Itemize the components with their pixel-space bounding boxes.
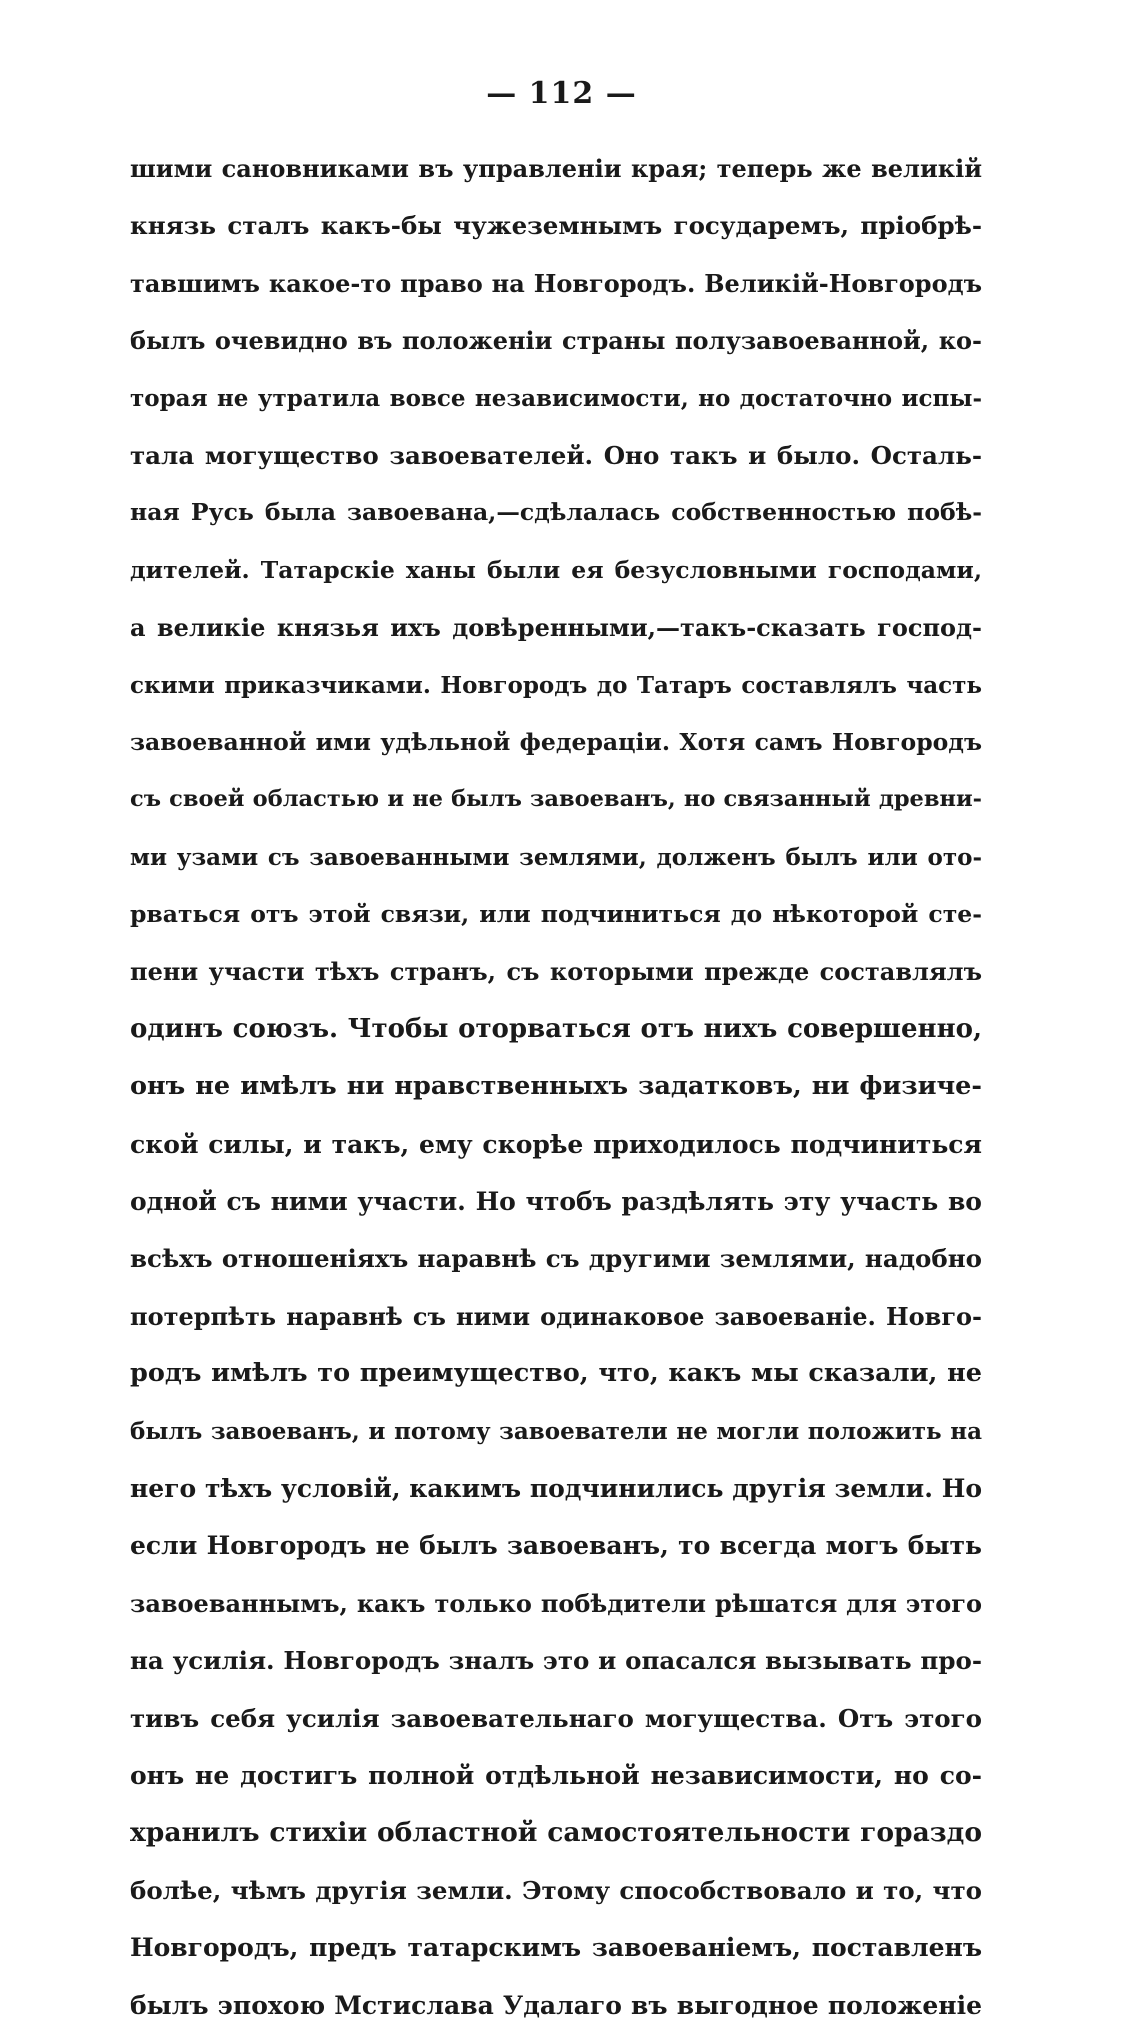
text-line: него тѣхъ условій, какимъ подчинились другія земли. Но bbox=[130, 1473, 982, 1503]
page-number: — 112 — bbox=[486, 76, 637, 111]
text-line: завоеванной ими удѣльной федераціи. Хотя самъ Новгородъ bbox=[130, 727, 982, 756]
text-line: потерпѣть наравнѣ съ ними одинаковое завоеваніе. Новго- bbox=[130, 1301, 982, 1331]
text-line: шими сановниками въ управленіи края; теперь же великій bbox=[130, 154, 982, 183]
text-line: онъ не имѣлъ ни нравственныхъ задатковъ, ни физиче- bbox=[130, 1071, 982, 1102]
text-line: ная Русь была завоевана,—сдѣлалась собственностью побѣ- bbox=[130, 498, 982, 527]
text-line: дителей. Татарскіе ханы были ея безусловными господами, bbox=[130, 555, 982, 584]
text-line: рваться отъ этой связи, или подчиниться до нѣкоторой сте- bbox=[130, 900, 982, 929]
text-line: пени участи тѣхъ странъ, съ которыми прежде составлялъ bbox=[130, 957, 982, 987]
text-line: на усилія. Новгородъ зналъ это и опасался вызывать про- bbox=[130, 1646, 982, 1676]
text-line: тивъ себя усилія завоевательнаго могущества. Отъ этого bbox=[130, 1703, 982, 1733]
text-line: ми узами съ завоеванными землями, долженъ былъ или ото- bbox=[130, 843, 982, 871]
text-line: былъ очевидно въ положеніи страны полузавоеванной, ко- bbox=[130, 326, 982, 356]
text-line: а великіе князья ихъ довѣренными,—такъ-сказать господ- bbox=[130, 613, 982, 643]
text-line: скими приказчиками. Новгородъ до Татаръ составлялъ часть bbox=[130, 671, 982, 699]
text-line: если Новгородъ не былъ завоеванъ, то всегда могъ быть bbox=[130, 1531, 982, 1561]
text-line: ской силы, и такъ, ему скорѣе приходилось подчиниться bbox=[130, 1129, 982, 1159]
text-line: болѣе, чѣмъ другія земли. Этому способствовало и то, что bbox=[130, 1875, 982, 1905]
text-line: одной съ ними участи. Но чтобъ раздѣлять эту участь во bbox=[130, 1187, 982, 1217]
text-line: завоеваннымъ, какъ только побѣдители рѣшатся для этого bbox=[130, 1588, 982, 1618]
body-text bbox=[130, 140, 982, 2034]
text-line: родъ имѣлъ то преимущество, что, какъ мы сказали, не bbox=[130, 1358, 982, 1389]
text-line: онъ не достигъ полной отдѣльной независимости, но со- bbox=[130, 1760, 982, 1790]
text-line: торая не утратила вовсе независимости, но достаточно испы- bbox=[130, 384, 982, 412]
text-line: тала могущество завоевателей. Оно такъ и было. Осталь- bbox=[130, 440, 982, 470]
text-line: тавшимъ какое-то право на Новгородъ. Великій-Новгородъ bbox=[130, 268, 982, 298]
text-line: Новгородъ, предъ татарскимъ завоеваніемъ, поставленъ bbox=[130, 1933, 982, 1963]
text-line: хранилъ стихіи областной самостоятельности гораздо bbox=[130, 1817, 982, 1849]
text-line: съ своей областью и не былъ завоеванъ, но связанный древни- bbox=[130, 786, 982, 813]
text-line: князь сталъ какъ-бы чужеземнымъ государемъ, пріобрѣ- bbox=[130, 211, 982, 241]
text-line: былъ эпохою Мстислава Удалаго въ выгодное положеніе bbox=[130, 1990, 982, 2020]
text-line: всѣхъ отношеніяхъ наравнѣ съ другими землями, надобно bbox=[130, 1244, 982, 1274]
text-line: былъ завоеванъ, и потому завоеватели не могли положить на bbox=[130, 1417, 982, 1445]
text-line: одинъ союзъ. Чтобы оторваться отъ нихъ совершенно, bbox=[130, 1013, 982, 1044]
